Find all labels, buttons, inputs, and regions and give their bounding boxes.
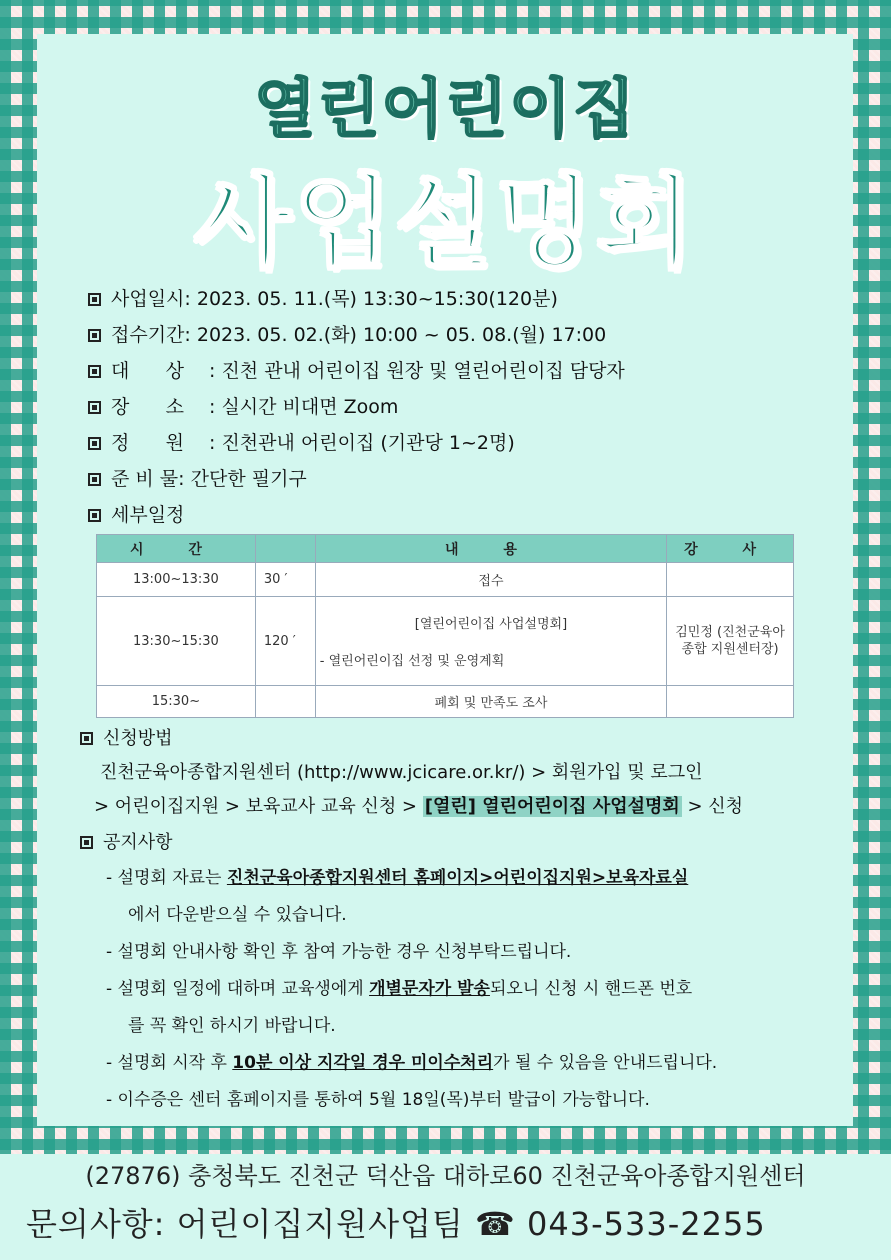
- table-row: [97, 686, 794, 718]
- cell-duration: 30 ′: [255, 563, 315, 597]
- cell-time: 13:30~15:30: [97, 597, 256, 686]
- info-label: 사업일시: [111, 288, 185, 310]
- table-header-row: [97, 535, 794, 563]
- square-bullet-icon: [80, 836, 93, 849]
- notice-text: 되오니 신청 시 핸드폰 번호: [489, 979, 693, 999]
- table-row: [97, 563, 794, 597]
- table-header: 내 용: [315, 535, 666, 563]
- cell-instructor: [667, 563, 794, 597]
- cell-instructor: [667, 686, 794, 718]
- apply-line2: [80, 790, 840, 824]
- notice-heading: 공지사항: [103, 832, 173, 853]
- apply-line1: 진천군육아종합지원센터 (http://www.jcicare.or.kr/) > 회원가입 및 로그인: [100, 762, 703, 783]
- info-row-schedule: [88, 497, 808, 533]
- section-heading: [80, 722, 840, 756]
- notice-text: - 설명회 자료는: [106, 868, 227, 888]
- table-header: 시 간: [97, 535, 256, 563]
- square-bullet-icon: [88, 329, 101, 342]
- info-label: 장 소: [111, 396, 184, 418]
- cell-time: 13:00~13:30: [97, 563, 256, 597]
- info-label: 정 원: [111, 432, 184, 454]
- title-line1: 열린어린이집: [254, 73, 637, 147]
- info-value: 진천관내 어린이집 (기관당 1~2명): [221, 432, 515, 454]
- notice-underline: 10분 이상 지각일 경우 미이수처리: [232, 1053, 494, 1073]
- info-row-capacity: 정 원 : 진천관내 어린이집 (기관당 1~2명): [88, 425, 808, 461]
- square-bullet-icon: [80, 732, 93, 745]
- notice-item: - 설명회 안내사항 확인 후 참여 가능한 경우 신청부탁드립니다.: [106, 942, 572, 962]
- info-value: 실시간 비대면 Zoom: [221, 396, 399, 418]
- notice-text: - 설명회 시작 후: [106, 1053, 233, 1073]
- info-row-target: 대 상 : 진천 관내 어린이집 원장 및 열린어린이집 담당자: [88, 353, 808, 389]
- title-line2: 사업설명회: [194, 164, 697, 281]
- info-label: 준 비 물: [111, 468, 179, 490]
- table-header: 강 사: [667, 535, 794, 563]
- footer-address: (27876) 충청북도 진천군 덕산읍 대하로60 진천군육아종합지원센터: [85, 1162, 806, 1190]
- apply-line2-pre: > 어린이집지원 > 보육교사 교육 신청 >: [94, 796, 423, 817]
- info-label: 접수기간: [111, 324, 185, 346]
- info-row-supplies: 준 비 물: 간단한 필기구: [88, 461, 808, 497]
- notice-item-cont: 를 꼭 확인 하시기 바랍니다.: [128, 1016, 336, 1036]
- notice-text: 가 될 수 있음을 안내드립니다.: [493, 1053, 718, 1073]
- square-bullet-icon: [88, 401, 101, 414]
- info-label: 대 상: [111, 360, 184, 382]
- notice-section: [80, 826, 840, 1119]
- notice-item-cont: 에서 다운받으실 수 있습니다.: [128, 905, 347, 925]
- info-label: 세부일정: [111, 504, 185, 526]
- apply-section: [80, 722, 840, 824]
- apply-line2-post: > 신청: [681, 796, 744, 817]
- table-row: [97, 597, 794, 686]
- cell-content: 접수: [315, 563, 666, 597]
- cell-duration: 120 ′: [255, 597, 315, 686]
- notice-underline: 개별문자가 발송: [369, 979, 490, 999]
- footer-contact: 문의사항: 어린이집지원사업팀 ☎ 043-533-2255: [26, 1205, 766, 1243]
- content-line: - 열린어린이집 선정 및 운영계획: [319, 654, 505, 669]
- cell-instructor: 김민정 (진천군육아종합 지원센터장): [667, 597, 794, 686]
- notice-underline: 진천군육아종합지원센터 홈페이지>어린이집지원>보육자료실: [226, 868, 689, 888]
- content-line: [열린어린이집 사업설명회]: [414, 617, 568, 632]
- notice-item: [106, 860, 840, 897]
- cell-duration: [255, 686, 315, 718]
- info-list: [88, 281, 808, 533]
- info-value: 간단한 필기구: [190, 468, 307, 490]
- apply-highlight: [열린] 열린어린이집 사업설명회: [424, 796, 680, 817]
- square-bullet-icon: [88, 437, 101, 450]
- notice-item: - 이수증은 센터 홈페이지를 통하여 5월 18일(목)부터 발급이 가능합니다.: [106, 1090, 650, 1110]
- table-header: [255, 535, 315, 563]
- cell-time: 15:30~: [97, 686, 256, 718]
- info-row-period: 접수기간: 2023. 05. 02.(화) 10:00 ~ 05. 08.(월) 17:00: [88, 317, 808, 353]
- info-value: 2023. 05. 02.(화) 10:00 ~ 05. 08.(월) 17:00: [196, 324, 607, 346]
- notice-item: [106, 971, 840, 1008]
- info-value: 진천 관내 어린이집 원장 및 열린어린이집 담당자: [221, 360, 625, 382]
- square-bullet-icon: [88, 365, 101, 378]
- info-value: 2023. 05. 11.(목) 13:30~15:30(120분): [196, 288, 558, 310]
- info-row-date: 사업일시: 2023. 05. 11.(목) 13:30~15:30(120분): [88, 281, 808, 317]
- info-row-place: 장 소 : 실시간 비대면 Zoom: [88, 389, 808, 425]
- cell-content: 폐회 및 만족도 조사: [315, 686, 666, 718]
- notice-list: [80, 860, 840, 1119]
- notice-text: - 설명회 일정에 대하며 교육생에게: [106, 979, 370, 999]
- square-bullet-icon: [88, 509, 101, 522]
- square-bullet-icon: [88, 473, 101, 486]
- section-heading: [80, 826, 840, 860]
- notice-item: [106, 1045, 840, 1082]
- square-bullet-icon: [88, 293, 101, 306]
- cell-content: [315, 597, 666, 686]
- schedule-table: [96, 534, 794, 718]
- apply-heading: 신청방법: [103, 728, 173, 749]
